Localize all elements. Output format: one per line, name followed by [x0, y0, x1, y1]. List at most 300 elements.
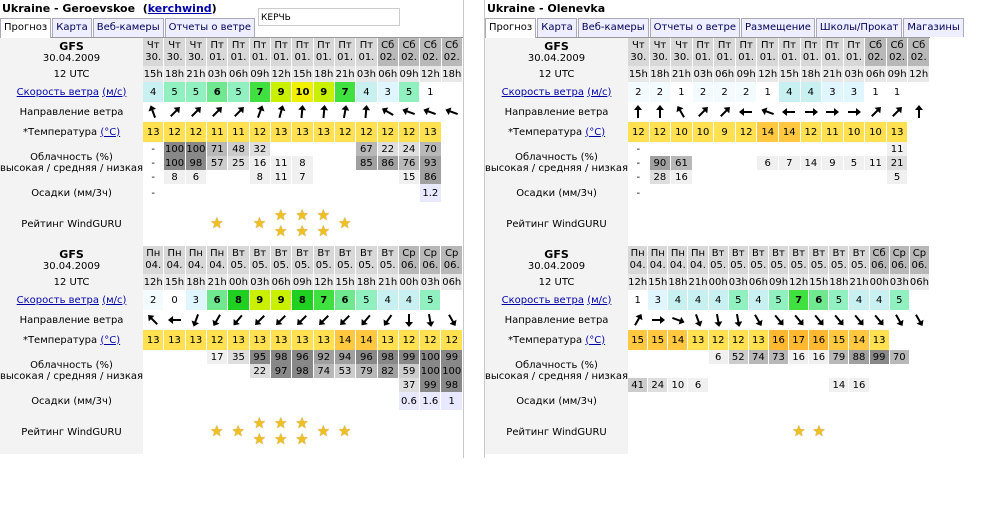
- cloud-cell: [889, 378, 909, 392]
- cloud-cell: 21: [886, 156, 908, 170]
- wind-arrow-icon: [782, 105, 796, 119]
- hour-header: 06h: [270, 274, 291, 290]
- wind-speed-cell: 2: [735, 82, 757, 102]
- wind-direction-cell: [889, 310, 909, 330]
- wind-direction-cell: [441, 102, 463, 122]
- wind-arrow-icon: [168, 105, 182, 119]
- cloud-cell: [228, 378, 249, 392]
- rating-cell: [671, 202, 693, 246]
- tab-1[interactable]: Карта: [52, 18, 92, 37]
- rating-cell: [441, 202, 463, 246]
- temp-unit-link[interactable]: (°C): [100, 334, 121, 346]
- row-label: Рейтинг WindGURU: [0, 202, 143, 246]
- cloud-cell: [779, 142, 801, 156]
- rating-cell: [789, 410, 809, 454]
- rating-cell: [829, 410, 849, 454]
- tab-3[interactable]: Отчеты о ветре: [650, 18, 740, 37]
- wind-direction-cell: [908, 102, 930, 122]
- row-label: GFS 30.04.2009: [0, 38, 143, 66]
- hour-header: 12h: [789, 274, 809, 290]
- cloud-cell: [313, 156, 334, 170]
- wind-arrow-icon: [691, 313, 705, 327]
- day-header: Вт 05.: [748, 246, 768, 274]
- row-label: Рейтинг WindGURU: [0, 410, 143, 454]
- tab-5[interactable]: Школы/Прокат: [816, 18, 903, 37]
- wind-direction-cell: [249, 102, 270, 122]
- precip-cell: [671, 184, 693, 202]
- rating-star-icon: ★: [316, 206, 331, 224]
- wind-direction-cell: [398, 102, 419, 122]
- cloud-cell: [649, 142, 671, 156]
- cloud-cell: [800, 170, 822, 184]
- hour-header: 21h: [334, 66, 355, 82]
- search-input[interactable]: КЕРЧЬ: [258, 8, 400, 26]
- hour-header: 21h: [822, 66, 844, 82]
- hour-header: 00h: [398, 274, 419, 290]
- row-label: *Температура (°C): [485, 330, 628, 350]
- cloud-cell: [829, 364, 849, 378]
- row-label: Рейтинг WindGURU: [485, 202, 628, 246]
- hour-header: 12h: [313, 274, 334, 290]
- cloud-cell: 70: [889, 350, 909, 364]
- day-header: Вт 05.: [249, 246, 270, 274]
- precip-cell: [628, 392, 648, 410]
- cloud-cell: [809, 364, 829, 378]
- wind-speed-cell: 1: [420, 82, 441, 102]
- rating-cell: [420, 410, 441, 454]
- tab-3[interactable]: Отчеты о ветре: [165, 18, 255, 37]
- wind-speed-cell: [441, 290, 463, 310]
- precip-cell: [377, 184, 398, 202]
- cloud-cell: [688, 350, 708, 364]
- temperature-cell: [909, 330, 929, 350]
- temperature-cell: 13: [271, 122, 292, 142]
- cloud-cell: [822, 170, 844, 184]
- rating-cell: [185, 202, 206, 246]
- wind-direction-cell: [228, 102, 249, 122]
- precip-cell: [356, 184, 377, 202]
- cloud-cell: 11: [271, 156, 292, 170]
- rating-cell: [728, 410, 748, 454]
- temperature-cell: 13: [313, 122, 334, 142]
- day-header: Пн 04.: [688, 246, 708, 274]
- model-name: GFS: [544, 40, 569, 53]
- cloud-cell: 22: [249, 364, 270, 378]
- temperature-cell: 14: [668, 330, 688, 350]
- wind-speed-cell: 0: [164, 290, 185, 310]
- rating-star-icon: ★: [316, 222, 331, 240]
- cloud-cell: 22: [377, 142, 398, 156]
- precip-cell: 1.2: [420, 184, 441, 202]
- tab-1[interactable]: Карта: [537, 18, 577, 37]
- day-header: Вт 05.: [809, 246, 829, 274]
- wind-speed-cell: 5: [398, 82, 419, 102]
- cloud-cell: [377, 170, 398, 184]
- rating-cell: [143, 202, 164, 246]
- wind-direction-cell: [688, 310, 708, 330]
- wind-speed-cell: 2: [714, 82, 736, 102]
- cloud-cell: 37: [398, 378, 419, 392]
- unit-link[interactable]: (м/с): [587, 86, 612, 98]
- day-header: Вт 05.: [728, 246, 748, 274]
- wind-speed-cell: 4: [668, 290, 688, 310]
- temperature-cell: 15: [648, 330, 668, 350]
- spot-link[interactable]: kerchwind: [147, 2, 212, 15]
- cloud-cell: [869, 364, 889, 378]
- wind-speed-cell: 1: [628, 290, 648, 310]
- precip-cell: [164, 392, 185, 410]
- precip-cell: [271, 184, 292, 202]
- wind-arrow-icon: [210, 313, 224, 327]
- wind-speed-cell: 3: [843, 82, 865, 102]
- day-header: Чт 30.: [628, 38, 649, 66]
- cloud-cell: 98: [270, 350, 291, 364]
- wind-direction-cell: [671, 102, 693, 122]
- cloud-cell: [692, 170, 714, 184]
- wind-speed-cell: 5: [228, 82, 249, 102]
- hour-header: 12h: [420, 66, 441, 82]
- rating-star-icon: ★: [273, 430, 288, 448]
- wind-speed-link[interactable]: Скорость ветра: [16, 294, 99, 306]
- tab-0[interactable]: Прогноз: [485, 18, 536, 38]
- tab-6[interactable]: Магазины: [903, 18, 963, 37]
- tab-2[interactable]: Веб-камеры: [93, 18, 164, 37]
- day-header: Вт 05.: [228, 246, 249, 274]
- temp-unit-link[interactable]: (°C): [585, 334, 606, 346]
- rating-cell: [441, 410, 463, 454]
- wind-direction-cell: [207, 102, 228, 122]
- rating-star-icon: ★: [231, 422, 245, 440]
- cloud-cell: 24: [398, 142, 419, 156]
- temperature-cell: 16: [768, 330, 788, 350]
- day-header: Ср 06.: [889, 246, 909, 274]
- rating-star-icon: ★: [274, 206, 288, 224]
- day-header: Вт 05.: [356, 246, 377, 274]
- cloud-cell: 11: [886, 142, 908, 156]
- wind-speed-cell: 5: [768, 290, 788, 310]
- cloud-cell: 5: [843, 156, 865, 170]
- wind-direction-cell: [377, 102, 398, 122]
- temperature-cell: 13: [292, 330, 313, 350]
- day-header: Сб 06.: [869, 246, 889, 274]
- rating-cell: [889, 410, 909, 454]
- day-header: Вт 05.: [789, 246, 809, 274]
- wind-speed-cell: [908, 82, 930, 102]
- cloud-cell: [735, 156, 757, 170]
- rating-cell: [708, 410, 728, 454]
- wind-arrow-icon: [792, 313, 806, 327]
- wind-direction-cell: [714, 102, 736, 122]
- temperature-cell: [908, 122, 930, 142]
- row-label: Направление ветра: [0, 310, 143, 330]
- precip-cell: [849, 392, 869, 410]
- precip-cell: [809, 392, 829, 410]
- cloud-cell: 67: [356, 142, 377, 156]
- hour-header: 12h: [628, 274, 648, 290]
- wind-speed-cell: 7: [334, 82, 355, 102]
- wind-speed-cell: 6: [334, 290, 355, 310]
- wind-arrow-icon: [445, 313, 459, 327]
- cloud-cell: 59: [398, 364, 419, 378]
- wind-arrow-icon: [912, 105, 926, 119]
- rating-cell: [843, 202, 865, 246]
- cloud-cell: 52: [728, 350, 748, 364]
- hour-header: 21h: [849, 274, 869, 290]
- day-header: Пн 04.: [628, 246, 648, 274]
- cloud-cell: [735, 142, 757, 156]
- cloud-cell: 100: [442, 365, 462, 377]
- cloud-cell: 96: [356, 350, 377, 364]
- wind-arrow-icon: [739, 105, 753, 119]
- precip-cell: [377, 392, 398, 410]
- cloud-cell: 61: [671, 156, 693, 170]
- precip-cell: [270, 392, 291, 410]
- cloud-cell: 8: [164, 170, 185, 184]
- hour-header: 21h: [671, 66, 693, 82]
- unit-link[interactable]: (м/с): [587, 294, 612, 306]
- tab-4[interactable]: Размещение: [741, 18, 815, 37]
- wind-direction-cell: [809, 310, 829, 330]
- hour-header: 12h: [908, 66, 930, 82]
- wind-arrow-icon: [231, 313, 245, 327]
- precip-cell: [757, 184, 779, 202]
- temperature-cell: 12: [420, 330, 441, 350]
- cloud-cell: 74: [748, 350, 768, 364]
- cloud-cell: [648, 350, 668, 364]
- precip-cell: 1.6: [420, 392, 441, 410]
- hour-header: 15h: [334, 274, 355, 290]
- cloud-cell: 11: [865, 156, 887, 170]
- cloud-cell: -: [143, 156, 164, 170]
- tab-0[interactable]: Прогноз: [0, 18, 51, 38]
- wind-arrow-icon: [295, 313, 309, 327]
- wind-direction-cell: [207, 310, 228, 330]
- hour-header: 06h: [865, 66, 887, 82]
- wind-speed-cell: 2: [649, 82, 671, 102]
- wind-speed-cell: 7: [789, 290, 809, 310]
- temperature-cell: 17: [789, 330, 809, 350]
- rating-cell: [164, 202, 185, 246]
- wind-speed-cell: 8: [292, 290, 313, 310]
- day-header: Вт 05.: [768, 246, 788, 274]
- cloud-cell: 16: [249, 156, 270, 170]
- rating-cell: [800, 202, 822, 246]
- cloud-cell: 14: [829, 378, 849, 392]
- cloud-cell: 17: [207, 350, 228, 364]
- wind-speed-cell: 1: [671, 82, 693, 102]
- unit-link[interactable]: (м/с): [102, 86, 127, 98]
- day-header: Пн 04.: [185, 246, 206, 274]
- precip-cell: -: [628, 184, 649, 202]
- cloud-cell: [271, 142, 292, 156]
- wind-arrow-icon: [253, 105, 267, 119]
- temp-unit-link[interactable]: (°C): [100, 126, 121, 138]
- wind-direction-cell: [668, 310, 688, 330]
- temperature-cell: 13: [886, 122, 908, 142]
- row-label: *Температура (°C): [485, 122, 628, 142]
- wind-direction-cell: [748, 310, 768, 330]
- day-header: Вт 05.: [270, 246, 291, 274]
- cloud-cell: [441, 170, 463, 184]
- row-label: Осадки (мм/3ч): [0, 392, 143, 410]
- wind-arrow-icon: [274, 105, 288, 119]
- hour-header: 18h: [164, 66, 185, 82]
- hour-header: 09h: [768, 274, 788, 290]
- precip-cell: [185, 184, 206, 202]
- day-header: Пт 01.: [692, 38, 714, 66]
- temperature-cell: 13: [869, 330, 889, 350]
- day-header: Пн 04.: [143, 246, 164, 274]
- cloud-cell: 32: [249, 142, 270, 156]
- hour-header: 21h: [377, 274, 398, 290]
- cloud-cell: [628, 364, 648, 378]
- day-header: Пн 04.: [164, 246, 185, 274]
- cloud-cell: 24: [648, 378, 668, 392]
- wind-speed-cell: 4: [398, 290, 419, 310]
- hour-header: 21h: [207, 274, 228, 290]
- day-header: Пт 01.: [779, 38, 801, 66]
- hour-header: 06h: [909, 274, 929, 290]
- tab-bar: [485, 18, 960, 38]
- cloud-cell: -: [628, 142, 649, 156]
- hour-header: 12h: [143, 274, 164, 290]
- temperature-cell: 12: [708, 330, 728, 350]
- wind-arrow-icon: [253, 313, 267, 327]
- precip-cell: 1: [441, 392, 463, 410]
- cloud-cell: 100: [165, 143, 185, 155]
- wind-arrow-icon: [892, 313, 906, 327]
- precip-cell: [909, 392, 929, 410]
- wind-direction-cell: [398, 310, 419, 330]
- temperature-cell: 14: [757, 122, 779, 142]
- cloud-cell: 5: [886, 170, 908, 184]
- cloud-cell: [843, 170, 865, 184]
- wind-speed-cell: 6: [207, 290, 228, 310]
- day-header: Ср 06.: [398, 246, 419, 274]
- temperature-cell: 13: [228, 330, 249, 350]
- cloud-cell: [313, 170, 334, 184]
- day-header: Ср 06.: [909, 246, 929, 274]
- rating-cell: [768, 410, 788, 454]
- hour-header: 18h: [800, 66, 822, 82]
- rating-cell: [909, 410, 929, 454]
- cloud-cell: [908, 170, 930, 184]
- wind-direction-cell: [829, 310, 849, 330]
- cloud-cell: 98: [377, 350, 398, 364]
- temperature-cell: 11: [228, 122, 249, 142]
- wind-arrow-icon: [912, 313, 926, 327]
- wind-direction-cell: [228, 310, 249, 330]
- temperature-cell: 10: [865, 122, 887, 142]
- rating-cell: [228, 202, 249, 246]
- temperature-cell: 13: [313, 330, 334, 350]
- hour-header: 18h: [356, 274, 377, 290]
- row-label: 12 UTC: [0, 66, 143, 82]
- hour-header: 12h: [271, 66, 292, 82]
- cloud-cell: [692, 156, 714, 170]
- temperature-cell: 10: [843, 122, 865, 142]
- day-header: Сб 02.: [441, 38, 463, 66]
- temperature-cell: [889, 330, 909, 350]
- wind-direction-cell: [649, 102, 671, 122]
- wind-arrow-icon: [731, 313, 745, 327]
- precip-cell: [207, 184, 228, 202]
- temperature-cell: 12: [377, 122, 398, 142]
- wind-speed-cell: 4: [779, 82, 801, 102]
- hour-header: 18h: [668, 274, 688, 290]
- cloud-cell: 6: [757, 156, 779, 170]
- wind-speed-link[interactable]: Скорость ветра: [16, 86, 99, 98]
- rating-cell: [249, 202, 270, 246]
- temperature-cell: 13: [143, 330, 164, 350]
- model-name: GFS: [59, 248, 84, 261]
- precip-cell: [334, 392, 355, 410]
- wind-arrow-icon: [359, 313, 373, 327]
- wind-arrow-icon: [832, 313, 846, 327]
- wind-arrow-icon: [168, 313, 182, 327]
- cloud-cell: 16: [849, 378, 869, 392]
- wind-direction-cell: [377, 310, 398, 330]
- rating-cell: [420, 202, 441, 246]
- precip-cell: [908, 184, 930, 202]
- temp-unit-link[interactable]: (°C): [585, 126, 606, 138]
- unit-link[interactable]: (м/с): [102, 294, 127, 306]
- tab-2[interactable]: Веб-камеры: [578, 18, 649, 37]
- hour-header: 12h: [757, 66, 779, 82]
- precip-cell: [164, 184, 185, 202]
- wind-direction-cell: [420, 102, 441, 122]
- cloud-cell: 28: [649, 170, 671, 184]
- precip-cell: [829, 392, 849, 410]
- hour-header: 00h: [869, 274, 889, 290]
- rating-cell: [207, 410, 228, 454]
- row-label: [0, 82, 143, 102]
- wind-speed-link[interactable]: Скорость ветра: [501, 294, 584, 306]
- cloud-cell: [313, 378, 334, 392]
- row-label: Направление ветра: [485, 102, 628, 122]
- rating-star-icon: ★: [792, 422, 806, 440]
- cloud-cell: [909, 364, 929, 378]
- precip-cell: [207, 392, 228, 410]
- precip-cell: [869, 392, 889, 410]
- precip-cell: [708, 392, 728, 410]
- precip-cell: [789, 392, 809, 410]
- temperature-cell: 13: [164, 330, 185, 350]
- cloud-cell: [865, 142, 887, 156]
- precip-cell: [249, 184, 270, 202]
- wind-direction-cell: [789, 310, 809, 330]
- rating-cell: [908, 202, 930, 246]
- hour-header: 03h: [356, 66, 377, 82]
- wind-direction-cell: [292, 310, 313, 330]
- cloud-cell: [628, 350, 648, 364]
- hour-header: 03h: [843, 66, 865, 82]
- wind-arrow-icon: [671, 313, 685, 327]
- rating-cell: [757, 202, 779, 246]
- day-header: Пн 04.: [648, 246, 668, 274]
- hour-header: 03h: [728, 274, 748, 290]
- wind-speed-link[interactable]: Скорость ветра: [501, 86, 584, 98]
- cloud-cell: [228, 170, 249, 184]
- day-header: Ср 06.: [420, 246, 441, 274]
- temperature-cell: 15: [829, 330, 849, 350]
- wind-speed-cell: 5: [356, 290, 377, 310]
- wind-speed-cell: 1: [865, 82, 887, 102]
- temperature-cell: [441, 122, 463, 142]
- row-label: Осадки (мм/3ч): [485, 184, 628, 202]
- precip-cell: [249, 392, 270, 410]
- precip-cell: [313, 392, 334, 410]
